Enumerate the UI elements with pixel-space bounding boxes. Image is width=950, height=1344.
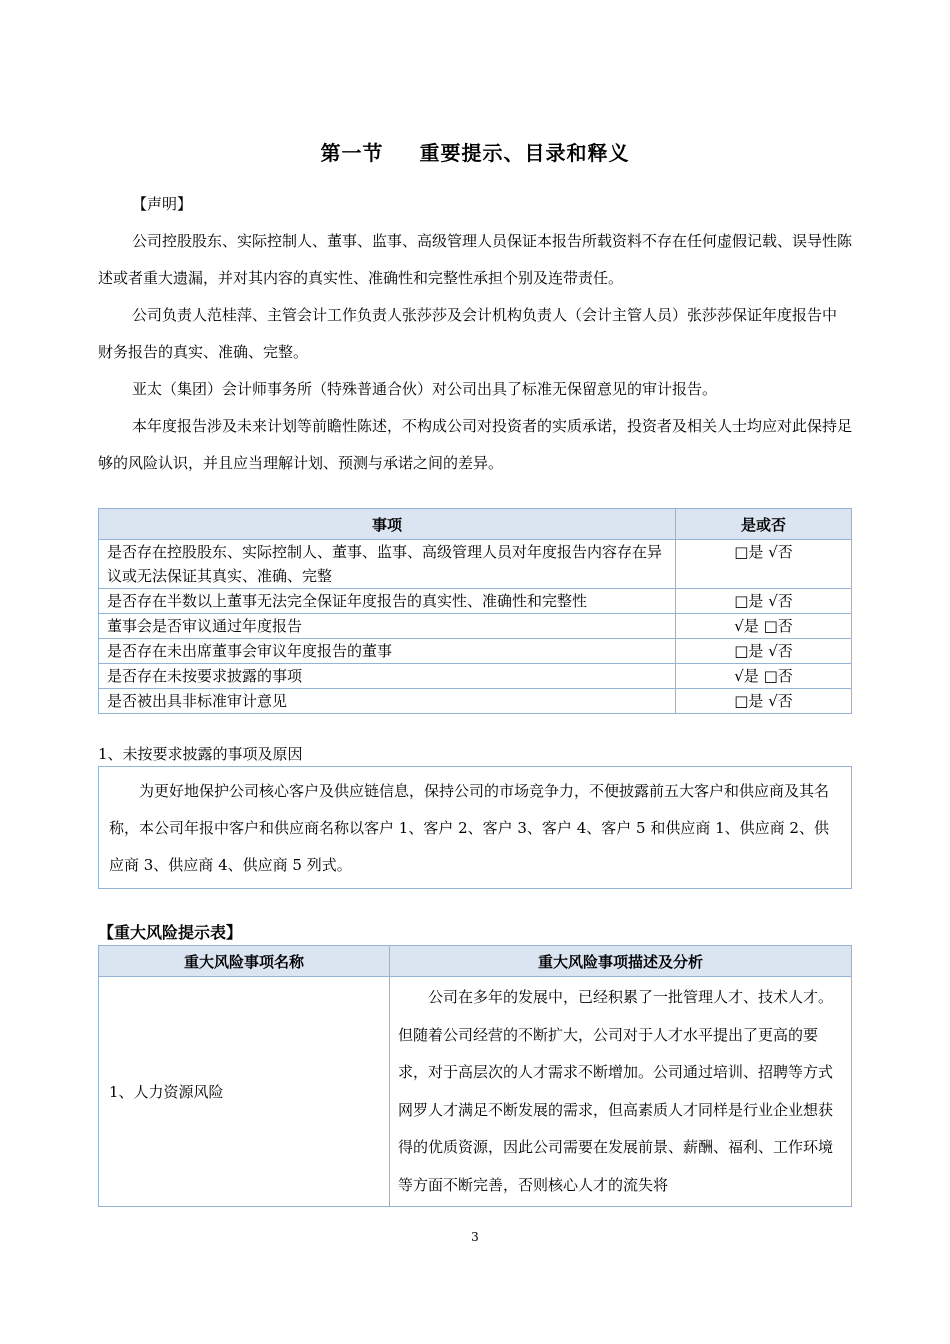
page-number: 3 [471, 1230, 479, 1244]
matter-item: 董事会是否审议通过年度报告 [99, 614, 676, 639]
matter-answer: √是 □否 [676, 664, 852, 689]
table-row [99, 639, 852, 664]
matter-answer: □是 √否 [676, 589, 852, 614]
table-header-row [99, 509, 852, 540]
undisclosed-label: 1、未按要求披露的事项及原因 [98, 745, 303, 763]
risk-description: 公司在多年的发展中，已经积累了一批管理人才、技术人才。但随着公司经营的不断扩大，公司对于人才水平提出了更高的要求，对于高层次的人才需求不断增加。公司通过培训、招聘等方式网罗人才满足不断发展的需求，但高素质人才同样是行业企业想获得的优质资源，因此公司需要在发展前景、薪酬、福利、工作环境等方面不断完善，否则核心人才的流失将 [390, 977, 852, 1207]
matter-item: 是否存在半数以上董事无法完全保证年度报告的真实性、准确性和完整性 [99, 589, 676, 614]
risk-name: 1、人力资源风险 [99, 977, 390, 1207]
table-row [99, 689, 852, 714]
matter-answer: □是 √否 [676, 639, 852, 664]
table-row [99, 589, 852, 614]
section-title-prefix: 第一节 [320, 141, 384, 165]
column-header: 是或否 [676, 509, 852, 540]
matter-answer: □是 √否 [676, 540, 852, 589]
statement-paragraph: 公司负责人范桂萍、主管会计工作负责人张莎莎及会计机构负责人（会计主管人员）张莎莎保证年度报告中财务报告的真实、准确、完整。 [98, 306, 838, 361]
risk-table-title: 【重大风险提示表】 [98, 923, 243, 942]
matter-answer: □是 √否 [676, 689, 852, 714]
matter-item: 是否存在控股股东、实际控制人、董事、监事、高级管理人员对年度报告内容存在异议或无法保证其真实、准确、完整 [99, 540, 676, 589]
statement-heading: 【声明】 [132, 195, 193, 213]
statement-paragraph: 公司控股股东、实际控制人、董事、监事、高级管理人员保证本报告所载资料不存在任何虚假记载、误导性陈述或者重大遗漏，并对其内容的真实性、准确性和完整性承担个别及连带责任。 [98, 232, 853, 287]
section-title-main: 重要提示、目录和释义 [419, 141, 630, 165]
matters-table [98, 508, 852, 714]
matter-item: 是否被出具非标准审计意见 [99, 689, 676, 714]
matter-item: 是否存在未出席董事会审议年度报告的董事 [99, 639, 676, 664]
risk-table [98, 945, 852, 1207]
undisclosed-reason-box: 为更好地保护公司核心客户及供应链信息，保持公司的市场竞争力，不便披露前五大客户和供应商及其名称，本公司年报中客户和供应商名称以客户 1、客户 2、客户 3、客户 4、客户 5 和供应商 1、供应商 2、供应商 3、供应商 4、供应商 5 列式。 [98, 766, 852, 889]
column-header: 事项 [99, 509, 676, 540]
statement-paragraph: 亚太（集团）会计师事务所（特殊普通合伙）对公司出具了标准无保留意见的审计报告。 [132, 380, 718, 398]
column-header: 重大风险事项名称 [99, 946, 390, 977]
table-row [99, 614, 852, 639]
table-header-row [99, 946, 852, 977]
table-row [99, 664, 852, 689]
matter-item: 是否存在未按要求披露的事项 [99, 664, 676, 689]
section-title [0, 137, 950, 166]
statement-paragraph: 本年度报告涉及未来计划等前瞻性陈述，不构成公司对投资者的实质承诺，投资者及相关人士均应对此保持足够的风险认识，并且应当理解计划、预测与承诺之间的差异。 [98, 417, 853, 472]
column-header: 重大风险事项描述及分析 [390, 946, 852, 977]
table-row [99, 540, 852, 589]
matter-answer: √是 □否 [676, 614, 852, 639]
table-row [99, 977, 852, 1207]
